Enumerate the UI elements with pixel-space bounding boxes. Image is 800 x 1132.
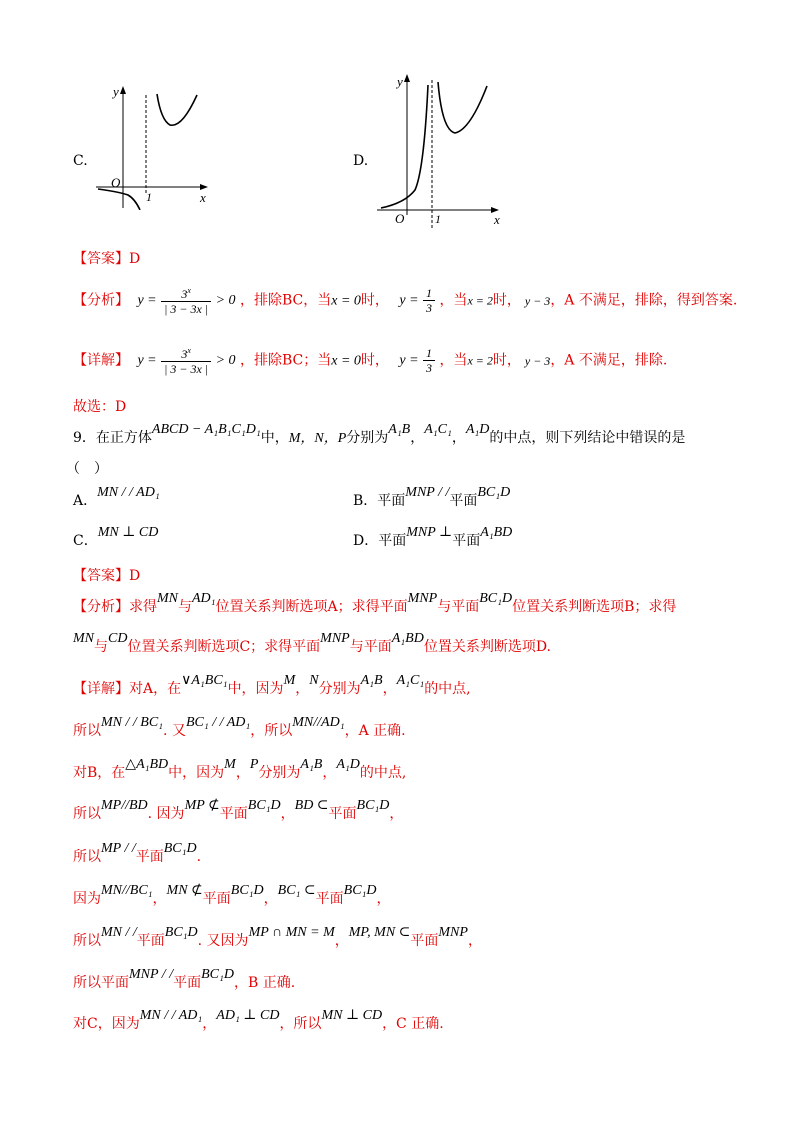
graph-d-y-arrow bbox=[404, 74, 410, 82]
q9-option-a[interactable]: A．MN / / AD₁ bbox=[73, 485, 160, 509]
q9-detail-line-7: 所以MN / /平面BC₁D. 又因为MP ∩ MN = M，MP, MN ⊂平面MNP， bbox=[73, 925, 482, 949]
q8-analysis: 【分析】 y = $\frac{3^x}{| 3 - 3x |}$ > 0 ，排除BC，当x = 0时， y = $\frac{1}{3}$ ，当x = 2时， y − 3，A 不满足，排除，得到答案. bbox=[73, 280, 737, 320]
graph-c-right-branch bbox=[157, 94, 197, 125]
graph-d-one: 1 bbox=[435, 212, 441, 226]
graph-c bbox=[90, 80, 220, 210]
q9-detail-line-1: 【详解】对A，在∨A₁BC₁中，因为M，N分别为A₁B，A₁C₁的中点, bbox=[73, 673, 471, 697]
graph-d-origin: O bbox=[395, 211, 405, 226]
q9-detail-line-3: 对B，在△A₁BD中，因为M，P分别为A₁B，A₁D的中点, bbox=[73, 757, 407, 781]
q9-detail-line-9: 对C，因为MN / / AD₁，AD₁ ⊥ CD，所以MN ⊥ CD，C 正确. bbox=[73, 1008, 444, 1032]
option-d-label: D. bbox=[353, 153, 369, 169]
q9-option-c[interactable]: C．MN ⊥ CD bbox=[73, 525, 159, 549]
q9-analysis-line-1: 【分析】求得MN与AD₁位置关系判断选项A；求得平面MNP与平面BC₁D位置关系判断选项B；求得 bbox=[73, 591, 677, 615]
q9-detail-line-4: 所以MP//BD. 因为MP ⊄平面BC₁D，BD ⊂平面BC₁D， bbox=[73, 798, 404, 822]
graph-d-left-branch bbox=[381, 85, 428, 208]
graph-c-left-branch bbox=[98, 189, 140, 210]
option-c-label: C. bbox=[73, 153, 88, 169]
graph-c-y-arrow bbox=[120, 86, 126, 94]
graph-c-origin: O bbox=[111, 175, 121, 190]
q9-detail-line-6: 因为MN//BC₁，MN ⊄平面BC₁D，BC₁ ⊂平面BC₁D， bbox=[73, 883, 391, 907]
graph-c-one: 1 bbox=[146, 190, 152, 204]
q9-answer: 【答案】D bbox=[73, 568, 141, 584]
q9-detail-line-2: 所以MN / / BC₁. 又BC₁ / / AD₁，所以MN//AD₁，A 正确. bbox=[73, 715, 406, 739]
q9-paren: （ ） bbox=[66, 461, 108, 477]
graph-d-right-branch bbox=[438, 82, 487, 133]
graph-c-y-label: y bbox=[113, 84, 119, 99]
q9-stem: 9．在正方体ABCD − A₁B₁C₁D₁中，M，N，P分别为A₁B，A₁C₁，A₁D的中点，则下列结论中错误的是 bbox=[73, 422, 686, 446]
graph-d bbox=[375, 70, 505, 230]
q8-answer: 【答案】D bbox=[73, 251, 141, 267]
q9-analysis-line-2: MN与CD位置关系判断选项C；求得平面MNP与平面A₁BD位置关系判断选项D. bbox=[73, 631, 552, 655]
q9-detail-line-5: 所以MP / /平面BC₁D. bbox=[73, 841, 202, 865]
q9-option-d[interactable]: D．平面MNP ⊥平面A₁BD bbox=[353, 525, 513, 549]
q8-conclusion: 故选：D bbox=[73, 399, 127, 415]
graph-d-y-label: y bbox=[397, 74, 403, 89]
q8-analysis-formula: y = $\frac{3^x}{| 3 - 3x |}$ > 0 bbox=[137, 286, 236, 316]
q9-detail-line-8: 所以平面MNP / /平面BC₁D，B 正确. bbox=[73, 967, 296, 991]
q9-option-b[interactable]: B．平面MNP / /平面BC₁D bbox=[353, 485, 511, 509]
q8-detail: 【详解】 y = $\frac{3^x}{| 3 - 3x |}$ > 0 ，排除BC；当x = 0时， y = $\frac{1}{3}$ ，当x = 2时， y − 3，A 不满足，排除. bbox=[73, 345, 668, 376]
graph-c-x-label: x bbox=[200, 190, 206, 205]
graph-d-x-label: x bbox=[494, 212, 500, 227]
